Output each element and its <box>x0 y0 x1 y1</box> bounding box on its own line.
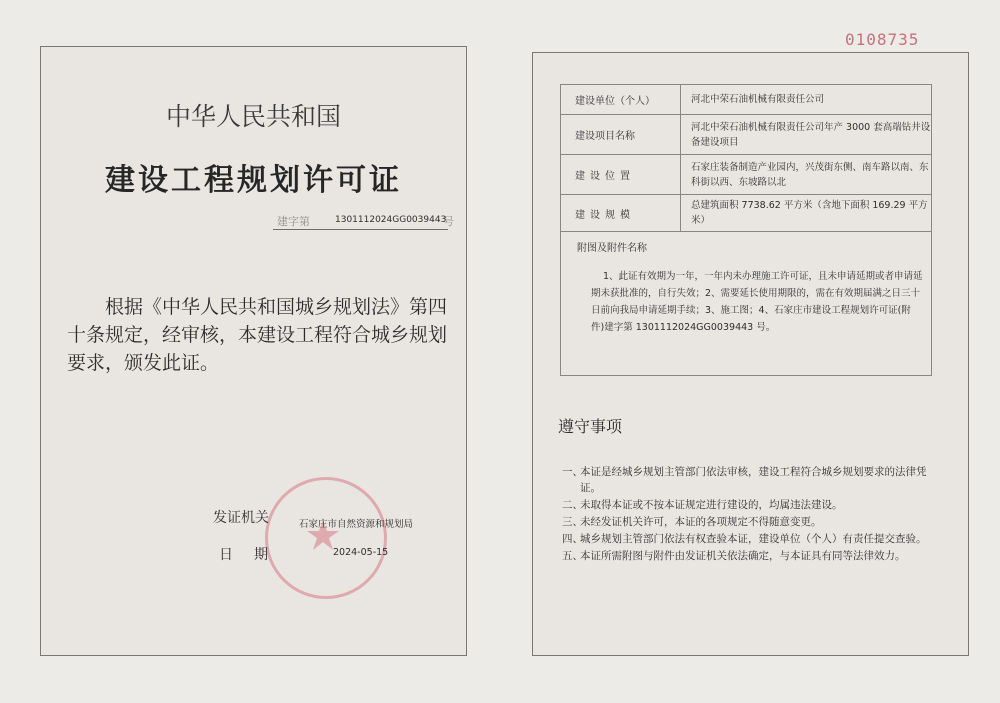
certificate-number-line <box>273 211 454 230</box>
row-value: 总建筑面积 7738.62 平方米（含地下面积 169.29 平方米） <box>691 200 928 226</box>
item-number: 五、 <box>562 550 583 562</box>
serial-number: 0108735 <box>845 30 920 49</box>
attachments-text: 1、此证有效期为一年，一年内未办理施工许可证，且未申请延期或者申请延期未获批准的，自行失效；2、需要延长使用期限的，需在有效期届满之日三十日前向我局申请延期手续；3、施工图；4、石家庄市建设工程规划许可证(附件)建字第 1301112024GG0039443 号。 <box>591 271 923 333</box>
row-label: 建设单位（个人） <box>561 85 681 114</box>
item-text: 未经发证机关许可，本证的各项规定不得随意变更。 <box>580 516 822 528</box>
row-label: 建设规模 <box>561 195 681 231</box>
date-value: 2024-05-15 <box>333 547 389 558</box>
certificate-number-prefix: 建字第 <box>277 215 310 228</box>
certificate-statement: 根据《中华人民共和国城乡规划法》第四十条规定，经审核，本建设工程符合城乡规划要求，颁发此证。 <box>67 296 448 374</box>
row-label: 建设位置 <box>561 155 681 194</box>
item-text: 本证所需附图与附件由发证机关依法确定，与本证具有同等法律效力。 <box>580 550 906 562</box>
table-row <box>561 155 931 195</box>
row-value: 河北中荣石油机械有限责任公司 <box>691 94 825 105</box>
list-item <box>562 548 942 564</box>
row-value: 河北中荣石油机械有限责任公司年产 3000 套高端钻井设备建设项目 <box>691 121 931 148</box>
table-row <box>561 85 931 115</box>
list-item <box>562 464 942 496</box>
certificate-number: 1301112024GG0039443 <box>335 215 447 225</box>
item-number: 三、 <box>562 516 583 528</box>
official-seal <box>265 477 387 599</box>
item-number: 一、 <box>562 466 583 478</box>
list-item <box>562 497 942 513</box>
table-row <box>561 195 931 232</box>
list-item <box>562 514 942 530</box>
row-label: 建设项目名称 <box>561 115 681 154</box>
row-value: 石家庄装备制造产业园内，兴茂街东侧、南车路以南、东科街以西、东坡路以北 <box>691 161 929 188</box>
item-number: 二、 <box>562 499 583 511</box>
seal-star-icon <box>268 480 378 590</box>
issuer-label: 发证机关 <box>213 510 269 526</box>
attachments-label: 附图及附件名称 <box>577 243 647 254</box>
table-row <box>561 115 931 155</box>
issuer-value: 石家庄市自然资源和规划局 <box>299 519 414 530</box>
country-title: 中华人民共和国 <box>165 102 341 131</box>
date-label: 日期 <box>219 547 289 563</box>
item-text: 本证是经城乡规划主管部门依法审核，建设工程符合城乡规划要求的法律凭证。 <box>580 466 927 494</box>
project-info-table <box>560 84 932 376</box>
observance-title: 遵守事项 <box>558 417 623 436</box>
certificate-title: 建设工程规划许可证 <box>105 163 402 198</box>
item-number: 四、 <box>562 533 583 545</box>
item-text: 未取得本证或不按本证规定进行建设的，均属违法建设。 <box>580 499 843 511</box>
certificate-number-suffix: 号 <box>443 215 454 228</box>
observance-list <box>562 464 942 565</box>
item-text: 城乡规划主管部门依法有权查验本证，建设单位（个人）有责任提交查验。 <box>580 533 927 545</box>
left-page <box>40 46 467 656</box>
list-item <box>562 531 942 547</box>
